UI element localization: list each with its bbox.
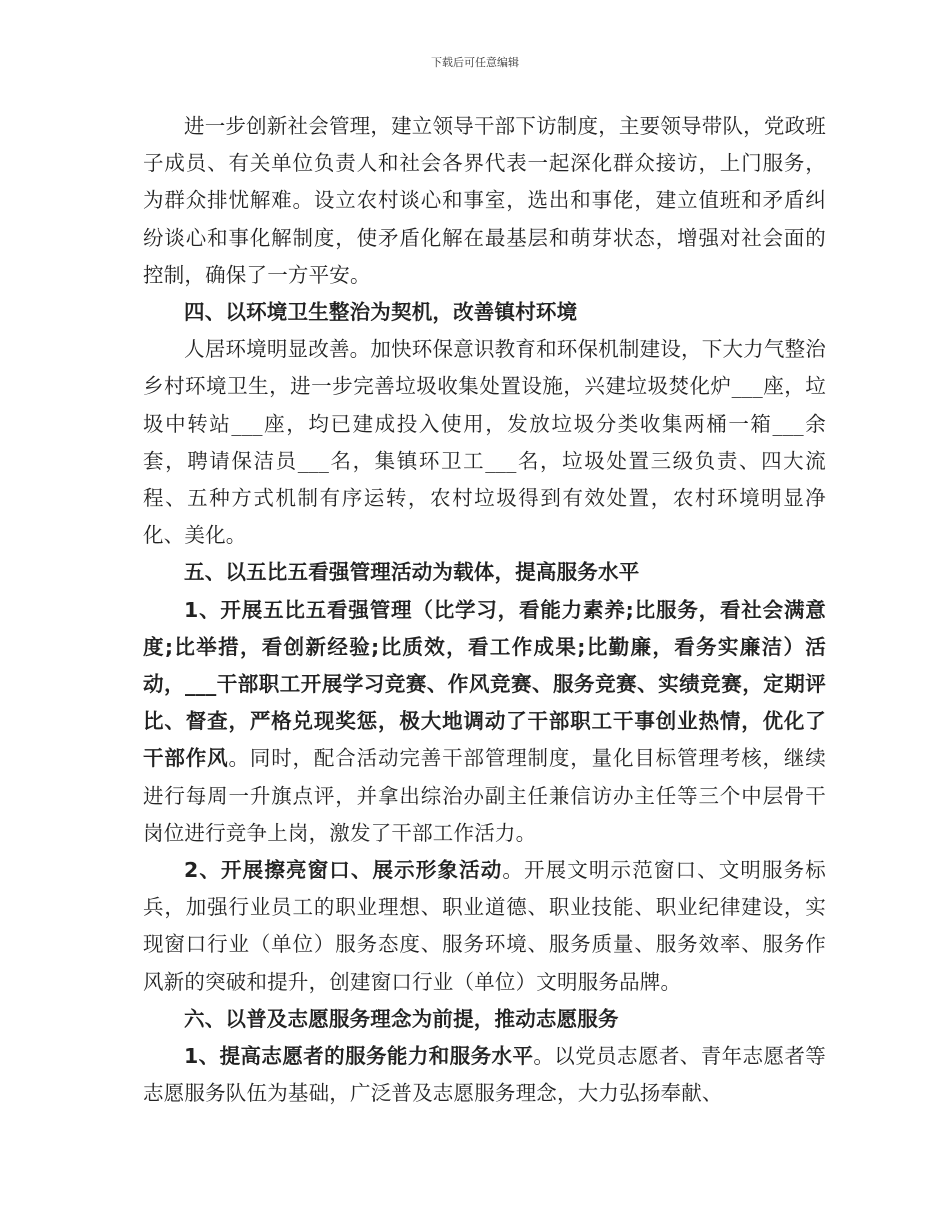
heading-section-4: 四、以环境卫生整治为契机，改善镇村环境 [184, 300, 578, 325]
paragraph-environment: 人居环境明显改善。加快环保意识教育和环保机制建设，下大力气整治乡村环境卫生，进一步完善垃圾收集处置设施，兴建垃圾焚化炉___座，垃圾中转站___座，均已建成投入使用，发放垃圾分类收集两桶一箱___余套，聘请保洁员___名，集镇环卫工___名，垃圾处置三级负责、四大流程、五种方式机制有序运转，农村垃圾得到有效处置，农村环境明显净化、美化。 [143, 337, 826, 548]
paragraph-window-image-bold: 2、开展擦亮窗口、展示形象活动 [184, 858, 503, 883]
header-note: 下载后可任意编辑 [431, 56, 519, 69]
paragraph-five-comparisons-bold: 1、开展五比五看强管理（比学习，看能力素养;比服务，看社会满意度;比举措，看创新经验;比质效，看工作成果;比勤廉，看务实廉洁）活动，___干部职工开展学习竞赛、作风竞赛、服务竞赛、实绩竞赛，定期评比、督查，严格兑现奖惩，极大地调动了干部职工干事创业热情，优化了干部作风 [143, 597, 826, 771]
heading-section-5: 五、以五比五看强管理活动为载体，提高服务水平 [184, 560, 640, 585]
paragraph-five-comparisons-rest: 。同时，配合活动完善干部管理制度，量化目标管理考核，继续进行每周一升旗点评，并拿出综治办副主任兼信访办主任等三个中层骨干岗位进行竞争上岗，激发了干部工作活力。 [143, 746, 826, 845]
paragraph-five-comparisons [143, 592, 826, 852]
paragraph-volunteer-ability [143, 1038, 826, 1112]
paragraph-window-image-rest: 。开展文明示范窗口、文明服务标兵，加强行业员工的职业理想、职业道德、职业技能、职业纪律建设，实现窗口行业（单位）服务态度、服务环境、服务质量、服务效率、服务作风新的突破和提升，创建窗口行业（单位）文明服务品牌。 [143, 858, 827, 994]
paragraph-volunteer-ability-bold: 1、提高志愿者的服务能力和服务水平 [184, 1044, 534, 1069]
paragraph-window-image [143, 852, 826, 1001]
paragraph-social-management: 进一步创新社会管理，建立领导干部下访制度，主要领导带队，党政班子成员、有关单位负责人和社会各界代表一起深化群众接访，上门服务，为群众排忧解难。设立农村谈心和事室，选出和事佬，建立值班和矛盾纠纷谈心和事化解制度，使矛盾化解在最基层和萌芽状态，增强对社会面的控制，确保了一方平安。 [143, 114, 826, 287]
heading-section-6: 六、以普及志愿服务理念为前提，推动志愿服务 [184, 1006, 619, 1031]
document-body [143, 108, 826, 1112]
paragraph-volunteer-ability-rest: 。以党员志愿者、青年志愿者等志愿服务队伍为基础，广泛普及志愿服务理念，大力弘扬奉献、 [143, 1044, 826, 1106]
